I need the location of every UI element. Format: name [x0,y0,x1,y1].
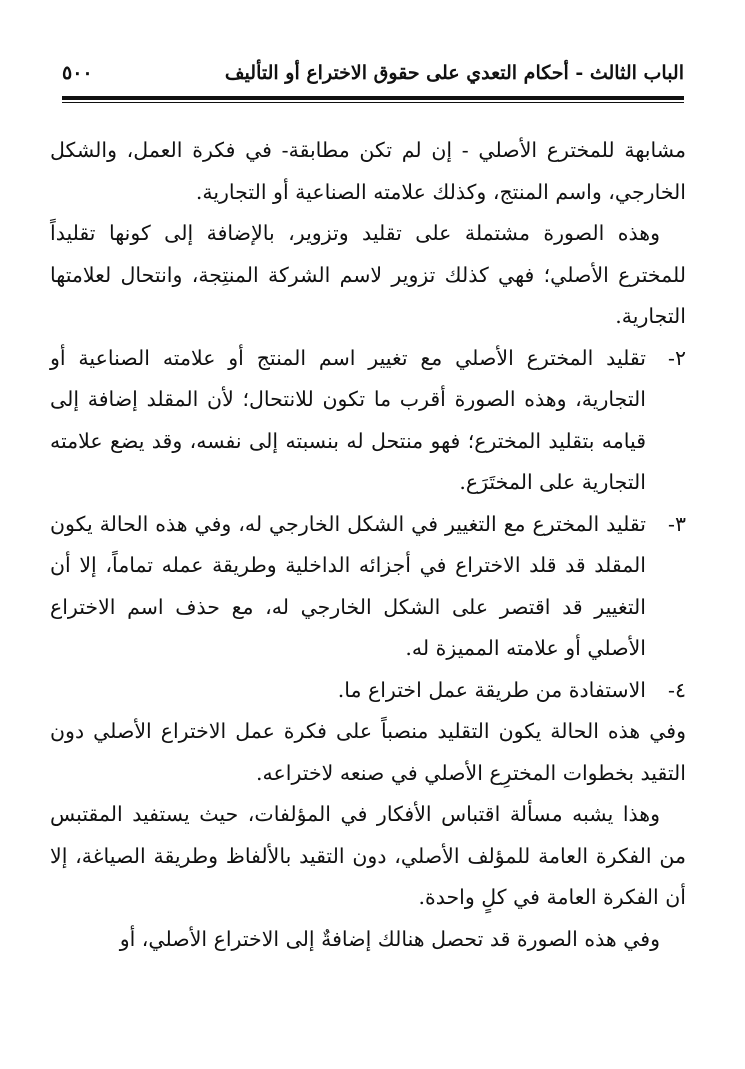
list-item [50,338,686,504]
paragraph: وفي هذه الحالة يكون التقليد منصباً على فكرة عمل الاختراع الأصلي دون التقيد بخطوات المخترِع الأصلي في صنعه لاختراعه. [50,719,686,785]
page-number: ٥٠٠ [62,62,93,84]
paragraph: مشابهة للمخترع الأصلي - إن لم تكن مطابقة- في فكرة العمل، والشكل الخارجي، واسم المنتج، وكذلك علامته الصناعية أو التجارية. [50,138,686,204]
running-header [62,58,684,88]
paragraph: وهذه الصورة مشتملة على تقليد وتزوير، بالإضافة إلى كونها تقليداً للمخترع الأصلي؛ فهي كذلك تزوير لاسم الشركة المنتِجة، وانتحال لعلامتها التجارية. [50,221,686,328]
list-item-text: تقليد المخترع مع التغيير في الشكل الخارجي له، وفي هذه الحالة يكون المقلد قد قلد الاختراع في أجزائه الداخلية وطريقة عمله تماماً، إلا أن التغيير قد اقتصر على الشكل الخارجي له، مع حذف اسم الاختراع الأصلي أو علامته المميزة له. [50,511,646,660]
chapter-title: الباب الثالث - أحكام التعدي على حقوق الاختراع أو التأليف [224,62,684,84]
list-item-number: ٣- [668,511,686,536]
list-item-number: ٢- [668,345,686,370]
header-rule-thick [62,96,684,100]
list-item [50,504,686,670]
list-item-text: تقليد المخترع الأصلي مع تغيير اسم المنتج أو علامته الصناعية أو التجارية، وهذه الصورة أقرب ما تكون للانتحال؛ لأن المقلد إضافة إلى قيامه بتقليد المخترع؛ فهو منتحل له بنسبته إلى نفسه، وقد يضع علامته التجارية على المختَرَع. [50,345,646,494]
list-item-text: الاستفادة من طريقة عمل اختراع ما. [337,677,646,702]
paragraph: وهذا يشبه مسألة اقتباس الأفكار في المؤلفات، حيث يستفيد المقتبس من الفكرة العامة للمؤلف الأصلي، دون التقيد بالألفاظ وطريقة الصياغة، إلا أن الفكرة العامة في كلٍ واحدة. [50,802,686,909]
paragraph: وفي هذه الصورة قد تحصل هنالك إضافةٌ إلى الاختراع الأصلي، أو [119,926,660,951]
list-item-number: ٤- [668,677,686,702]
header-rule-thin [62,102,684,103]
page-body [50,130,686,960]
list-item [50,670,686,712]
